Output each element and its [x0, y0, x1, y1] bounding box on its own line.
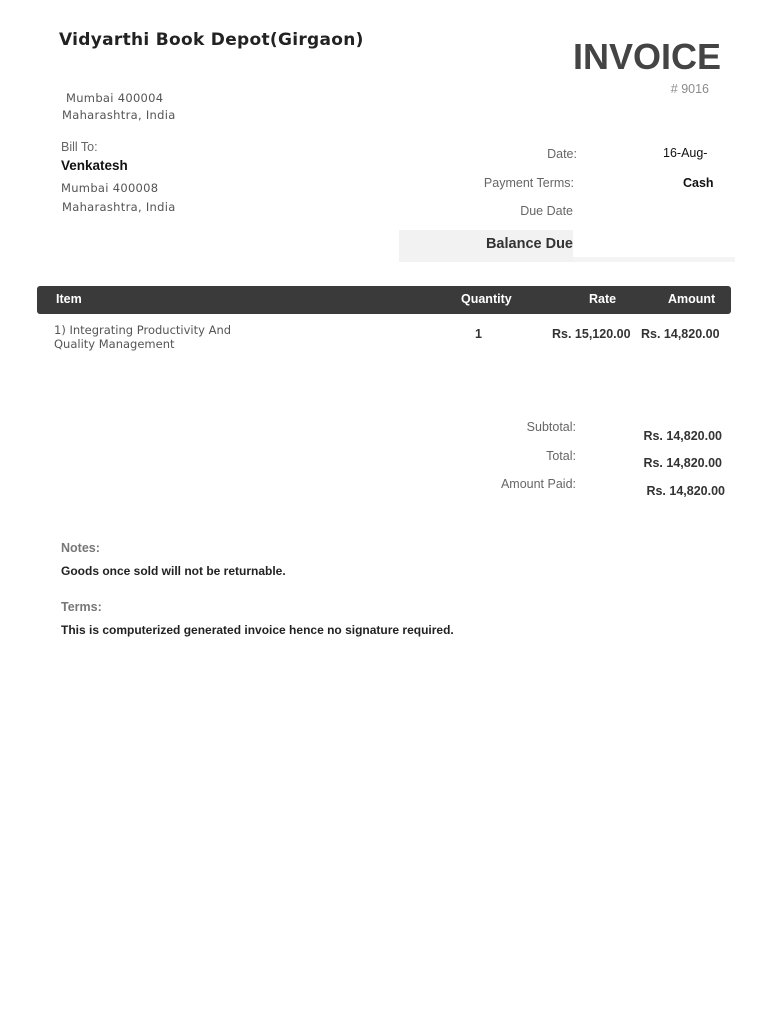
- payment-terms-label: Payment Terms:: [483, 176, 574, 190]
- subtotal-value: Rs. 14,820.00: [643, 429, 722, 443]
- terms-text: This is computerized generated invoice hence no signature required.: [61, 623, 454, 637]
- header-item: Item: [56, 292, 82, 306]
- header-rate: Rate: [589, 292, 617, 306]
- amount-paid-label: Amount Paid:: [500, 477, 576, 491]
- header-amount: Amount: [668, 292, 716, 306]
- bill-to-name: Venkatesh: [61, 158, 128, 173]
- balance-due-label: Balance Due: [485, 236, 573, 252]
- bill-to-address-line1: Mumbai 400008: [61, 181, 159, 195]
- bill-to-label: Bill To:: [61, 140, 98, 154]
- items-table-header: [37, 286, 731, 314]
- notes-label: Notes:: [61, 541, 100, 555]
- subtotal-label: Subtotal:: [526, 420, 576, 434]
- total-value: Rs. 14,820.00: [643, 456, 722, 470]
- notes-text: Goods once sold will not be returnable.: [61, 564, 286, 578]
- company-address-line2: Maharashtra, India: [62, 108, 176, 122]
- balance-due-underline: [573, 257, 735, 262]
- row-amount: Rs. 14,820.00: [641, 327, 720, 341]
- company-address-line1: Mumbai 400004: [66, 91, 164, 105]
- row-rate: Rs. 15,120.00: [552, 327, 631, 341]
- invoice-number: # 9016: [670, 82, 709, 96]
- date-label: Date:: [547, 147, 577, 161]
- terms-label: Terms:: [61, 600, 102, 614]
- header-quantity: Quantity: [461, 292, 512, 306]
- row-quantity: 1: [475, 327, 482, 341]
- bill-to-address-line2: Maharashtra, India: [62, 200, 176, 214]
- amount-paid-value: Rs. 14,820.00: [646, 484, 725, 498]
- company-name: Vidyarthi Book Depot(Girgaon): [59, 30, 364, 50]
- payment-terms-value: Cash: [683, 176, 714, 190]
- total-label: Total:: [546, 449, 576, 463]
- row-item-description: 1) Integrating Productivity And Quality Management: [54, 323, 232, 351]
- date-value: 16-Aug-: [663, 146, 708, 160]
- due-date-label: Due Date: [520, 204, 573, 218]
- invoice-title: INVOICE: [572, 36, 721, 77]
